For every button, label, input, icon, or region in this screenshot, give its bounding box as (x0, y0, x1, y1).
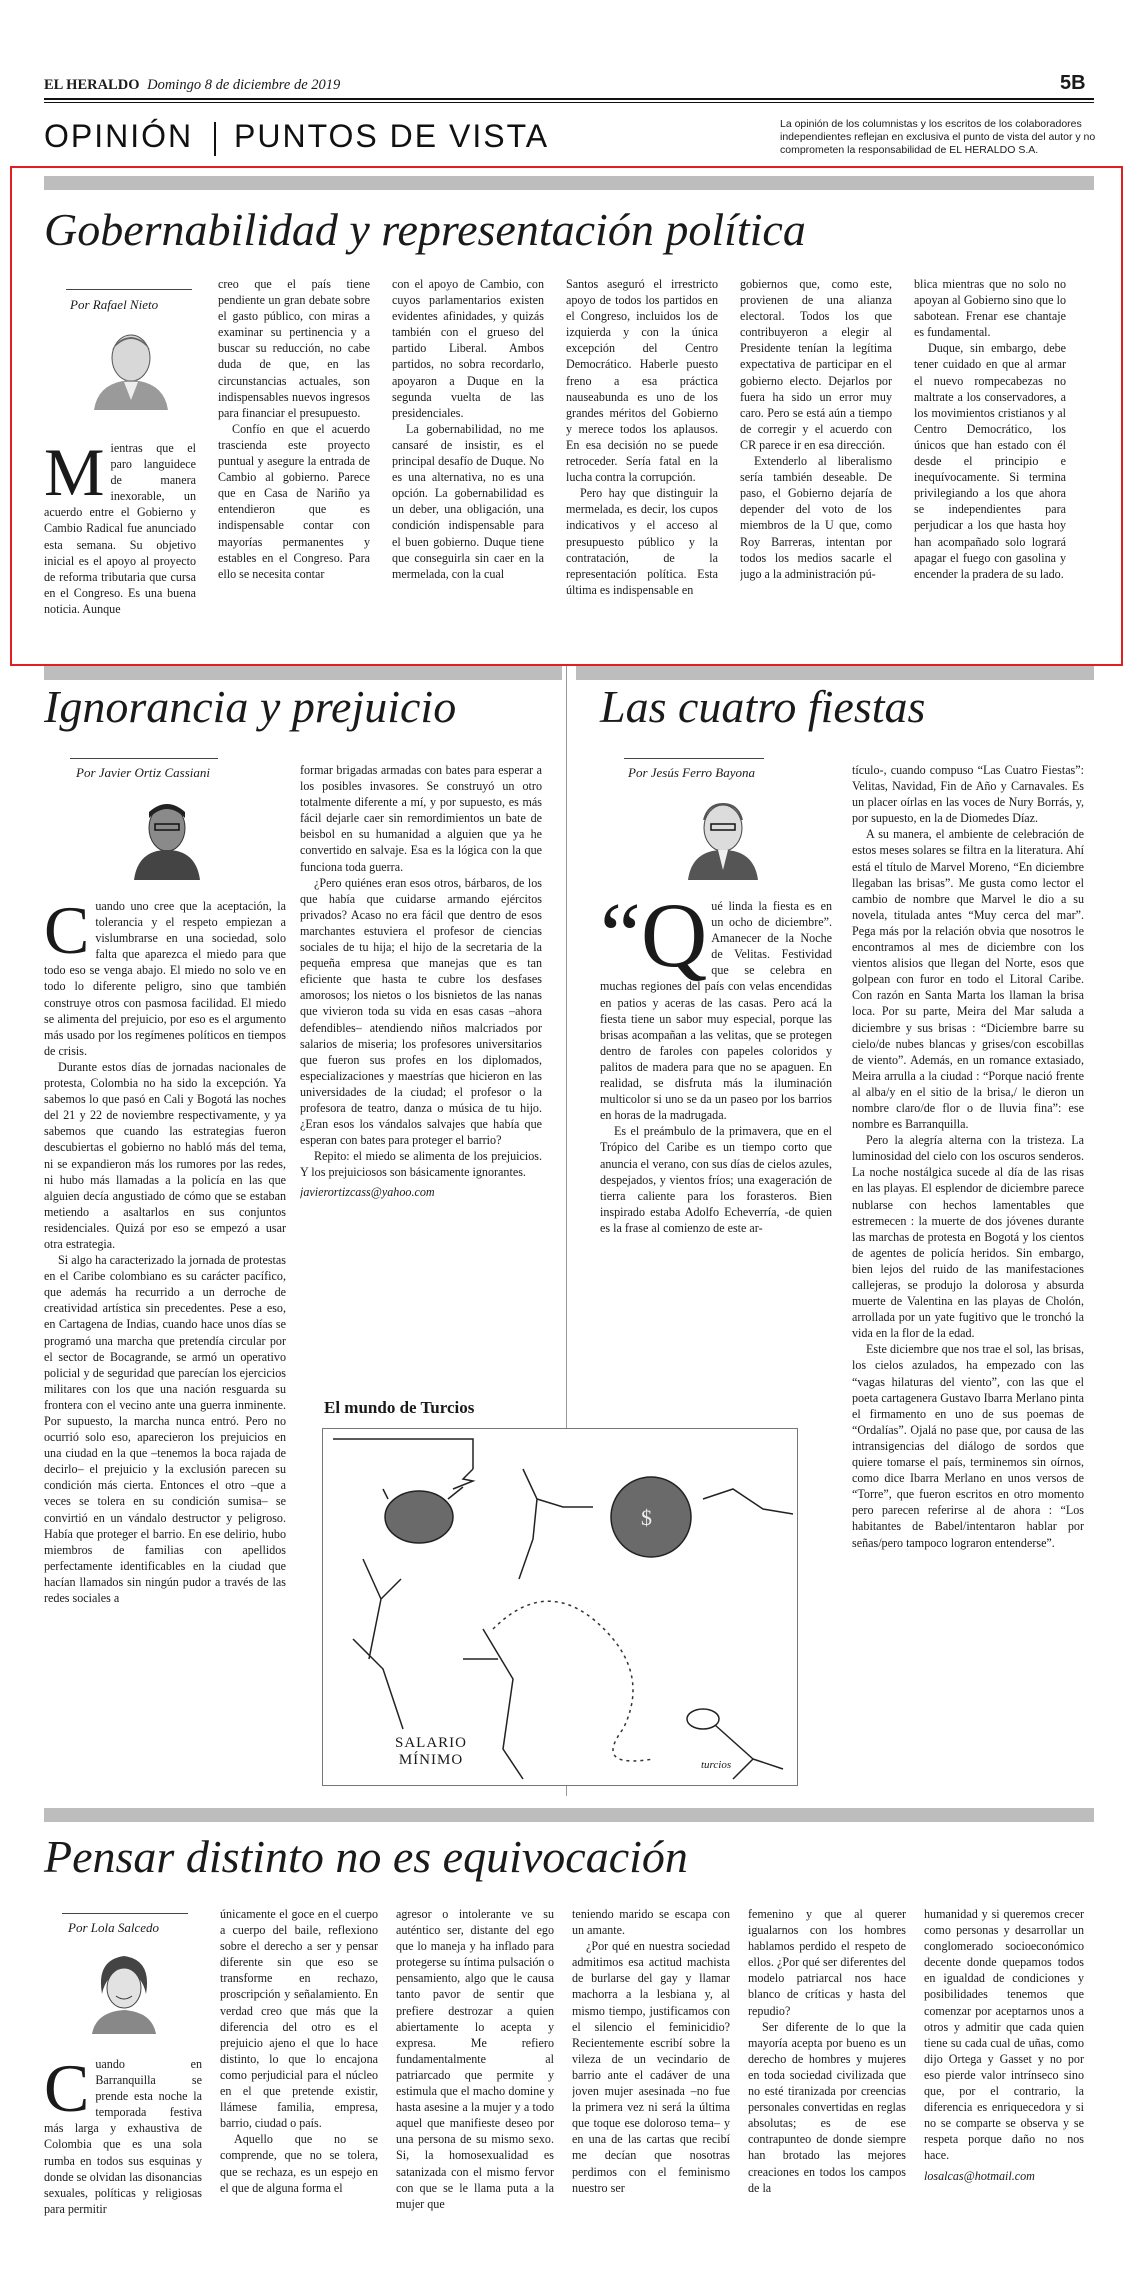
section-title-right: PUNTOS DE VISTA (234, 118, 550, 154)
quote-cap: “Q (600, 898, 708, 986)
paragraph: Si algo ha caracterizado la jornada de protestas en el Caribe colombiano es su carácter pacífico, que además ha recurrido a un derroche de creatividad artística sin precedentes. Pese a eso, en Cartagena de Indias, cuando hace unos días se programó una marcha que pretendía circular por el sector de Bocagrande, se armó un operativo policial y de seguridad que parecían los ejercicios militares con los que una nación resguarda su frontera con el vecino ante una guerra inminente. Por supuesto, la marcha nunca entró. Pero no ocurrió solo eso, aparecieron los prejuicios en una ciudad en la que –tenemos la boca rajada de decirlo– el prejuicio y la exclusión parecen su condición más cierta. Entonces el otro –que a veces se tolera en su condición sumisa– se convirtió en un vándalo destructor y peligroso. Había que proteger el barrio. En ese delirio, hubo miembros de familias con apellidos perfectamente identificables en la ciudad que hacían llamados sin ningún pudor a través de las redes sociales a (44, 1253, 286, 1606)
byline-rule (70, 758, 218, 759)
paragraph: ¿Pero quiénes eran esos otros, bárbaros, de los que había que cuidarse armando ejércitos privados? Acaso no era fácil que dentro de esos marchantes estuviera el profesor de ciencias sociales de tu hija; el hijo de la secretaria de la pequeña empresa que manejas que es tan eficiente que hasta te cubre los desfases amorosos; los nietos o los bisnietos de las nanas que vivieron toda su vida en esas casas –ahora defendibles– atendiendo niños malcriados por salarios de miseria; los profesores universitarios que fueron sus profes en los diplomados, especializaciones y maestrías que hicieron en las universidades de la ciudad; el profesor o la profesora de teatro, danza o música de tu hijo. ¿Eran esos los vándalos salvajes que había que esperan con bates para proteger el barrio? (300, 875, 542, 1148)
headline-article4: Pensar distinto no es equivocación (44, 1831, 688, 1882)
paragraph: únicamente el goce en el cuerpo a cuerpo del baile, reflexiono sobre el derecho a ser y pensar diferente sin que eso se transforme en rechazo, proscripción y señalamiento. En verdad creo que más que la diferencia del otro es el prejuicio ajeno el que lo hace distinto, lo que lo encajona como perjudicial para el núcleo en el que pretende existir, llámese familia, empresa, barrio, ciudad o país. (220, 1907, 378, 2131)
svg-text:$: $ (641, 1505, 652, 1530)
paragraph: Santos aseguró el irrestricto apoyo de todos los partidos en el Congreso, incluidos los de izquierda y con la única excepción del Centro Democrático. Haberle puesto freno a esa práctica nauseabunda es uno de los grandes méritos del Gobierno y merece todos los aplausos. En esa decisión no se puede retroceder. Sería fatal en la lucha contra la corrupción. (566, 277, 718, 485)
masthead (44, 77, 340, 94)
drop-cap: M (44, 440, 105, 510)
disclaimer: La opinión de los columnistas y los escritos de los colaboradores independientes reflejan en exclusiva el punto de vista del autor y no comprometen la responsabilidad de EL HERALDO S.A. (780, 118, 1096, 156)
paragraph: Este diciembre que nos trae el sol, las brisas, los cielos azulados, ha empezado con las “vagas hilaturas del viento”, con las que el poeta cartagenera Gustavo Ibarra Merlano pinta el firmamento en uno de sus poemas de “Ordalías”. Ojalá no pase que, por causa de las intransigencias del diálogo de sordos que quiere tomarse el país, terminemos sin oírnos, como dice Ibarra Merlano en unos versos de “Torre”, que fueron escritos en otro momento pero parecen referirse al de ahora : “Los habitantes de Babel/intentaron hablar por señas/pero tampoco lograron entenderse”. (852, 1342, 1084, 1550)
byline-rule (62, 1913, 188, 1914)
paragraph: tículo-, cuando compuso “Las Cuatro Fiestas”: Velitas, Navidad, Fin de Año y Carnavales. Es un placer oírlas en las voces de Nury Borrás, y, por supuesto, en la de Diomedes Díaz. (852, 763, 1084, 826)
paragraph: Pero la alegría alterna con la tristeza. La luminosidad del cielo con los oscuros senderos. La noche nostálgica sucede al día de las risas en las playas. El esplendor de diciembre parece nublarse con hechos lamentables que estremecen : la muerte de dos jóvenes durante las marchas de protesta en Bogotá y los cientos de agentes de policía heridos. Sin embargo, bien lejos del ruido de las manifestaciones callejeras, se produjo la dolorosa y absurda muerte de Valentina en las playas de Cholón, arrollada por un yate fugitivo que le tronchó la vida en la flor de la edad. (852, 1133, 1084, 1341)
paragraph: Es el preámbulo de la primavera, que en el Trópico del Caribe es un tiempo corto que anuncia el verano, con sus días de cielos azules, despejados, y vientos fríos; una exageración de tierra caliente para los forasteros. Bien inspirado estaba Adolfo Echeverría, -de quien es la frase al comienzo de este ar- (600, 1124, 832, 1235)
paragraph: uando uno cree que la aceptación, la tolerancia y el respeto empiezan a vislumbrarse en una sociedad, solo falta que aparezca el miedo para que todo eso se venga abajo. El miedo no solo ve en todo lo diferente peligro, sino que también construye otros con pasmosa facilidad. El miedo se alimenta del prejuicio, por eso es el argumento más usado por los regímenes políticos en tiempos de crisis. (44, 899, 286, 1058)
paragraph: gobiernos que, como este, provienen de una alianza electoral. Todos los que contribuyeron a elegir al Presidente tenían la legítima expectativa de participar en el gobierno electo. Dejarlos por fuera ha sido un error muy caro. Pero se está aún a tiempo de corregir y el acuerdo con CR parece ir en esa dirección. (740, 277, 892, 452)
paragraph: Ser diferente de lo que la mayoría acepta por bueno es un derecho de hombres y mujeres en toda sociedad civilizada que no esté tiranizada por creencias personales convertidas en reglas absolutas; es de ese contrapunteo de donde siempre han brotado las mejores creaciones en todos los campos de la (748, 2019, 906, 2195)
author-photo-ferro (680, 790, 766, 880)
byline-article2: Por Javier Ortiz Cassiani (76, 765, 210, 780)
headline-article1: Gobernabilidad y representación política (44, 204, 806, 255)
paragraph: A su manera, el ambiente de celebración de estos meses solares se filtra en la literatura. Ahí está el título de Marvel Moreno, “En diciembre llegaban las brisas”. Me gusta como lector el cambio de nombre que Marvel le dio a su novela, titulada antes “Muy cerca del mar”. Pega más por la relación obvia que nosotros le encontramos al mes de diciembre con los vientos alisios que llegan del Norte, esos que golpean con furor en todo el Litoral Caribe. Con razón en Santa Marta los llaman la brisa loca. Por su parte, Meira del Mar saluda a diciembre y sus brisas : “Diciembre barre su cielo/de nubes blancas y grises/con escobillas de viento”. Además, en un romance extasiado, Meira arrulla a la ciudad : “Porque nació frente al alba/y en el sitio de la brisa,/ le dieron un nombre claro/de flor o de lluvia fina”: ese nombre es Barranquilla. (852, 827, 1084, 1132)
paragraph: Duque, sin embargo, debe tener cuidado en que al armar el nuevo rompecabezas no maltrate a los conservadores, a los movimientos cristianos y al Centro Democrático, los únicos que han estado con él desde el principio e inequívocamente. Si termina privilegiando a los que ahora se independientes para perjudicar a los que hasta hoy han acompañado solo logrará apagar el fuego con gasolina y encender la pradera de su lado. (914, 341, 1066, 581)
article3-col1 (600, 898, 832, 1796)
author-email[interactable]: losalcas@hotmail.com (924, 2168, 1035, 2183)
drop-cap: C (44, 2056, 90, 2126)
caption-line: SALARIO (395, 1735, 468, 1751)
masthead-rule (44, 98, 1094, 100)
author-email[interactable]: javierortizcass@yahoo.com (300, 1185, 435, 1200)
article4-col6 (924, 1906, 1084, 2288)
drop-cap: C (44, 898, 90, 968)
issue-date: Domingo 8 de diciembre de 2019 (147, 77, 341, 93)
byline-rule (624, 758, 764, 759)
article3-col2 (852, 762, 1084, 1796)
article2-col1 (44, 898, 286, 1796)
cartoon-caption (395, 1735, 467, 1769)
article4-col1 (44, 2056, 202, 2288)
paragraph: ientras que el paro languidece de manera inexorable, un acuerdo entre el Gobierno y Cambio Radical fue anunciado esta semana. Su objetivo inicial es el apoyo al proyecto de reforma tributaria que cursa en el Congreso. Es una buena noticia. Aunque (44, 441, 196, 616)
byline-article3: Por Jesús Ferro Bayona (628, 765, 755, 780)
paragraph: humanidad y si queremos crecer como personas y desarrollar un conglomerado socioeconómico decente donde quepamos todos en igualdad de condiciones y posibilidades tenemos que comenzar por aceptarnos unos a otros y admitir que cada quien tiene su cada cual de uñas, como dijo Ortega y Gasset y no por eso pierde valor intrínseco sino que, por el contrario, la diferencia es enriquecedora y si no se comparte se observa y se respeta porque daño no nos hace. (924, 1907, 1084, 2163)
author-photo-ortiz (126, 790, 208, 880)
paragraph: blica mientras que no solo no apoyan al Gobierno sino que lo sabotean. Frenar ese chantaje es fundamental. (914, 277, 1066, 340)
caption-line: MÍNIMO (398, 1752, 464, 1768)
paragraph: ué linda la fiesta es en un ocho de diciembre”. Amanecer de la Noche de Velitas. Festividad que se celebra en muchas regiones del país con velas encendidas en patios y aceras de las casas. Pero acá la fiesta tiene un sabor muy especial, porque las brisas acompañan a las velitas, que se protegen dentro de faroles con papeles coloridos y palitos de madera para que no se apaguen. En realidad, se disfruta más la iluminación multicolor si uno se da un paseo por los barrios en horas de la madrugada. (600, 899, 832, 1123)
paragraph: Confío en que el acuerdo trascienda este proyecto puntual y asegure la entrada de Cambio al gobierno. Parece que en Casa de Nariño ya entendieron que es indispensable contar con mayorías permanentes y estables en el Congreso. Para ello se necesita contar (218, 421, 370, 581)
paragraph: agresor o intolerante ve su auténtico ser, distante del ego que lo maneja y ha inflado para protegerse su íntima pulsación o pensamiento, algo que le causa tanto pavor de sentir que prefiere destrozar a quien abiertamente lo acepta y expresa. Me refiero fundamentalmente al patriarcado que permite y estimula que el macho domine y hasta asesine a la mujer y a todo aquel que manifieste deseo por una persona de su mismo sexo. Si, la homosexualidad es satanizada con el mismo fervor con que se le llama puta a la mujer que (396, 1907, 554, 2211)
paragraph: Durante estos días de jornadas nacionales de protesta, Colombia no ha sido la excepción. Ya sabemos lo que pasó en Cali y Bogotá las noches del 21 y 22 de noviembre respectivamente, y ya sabemos que cuando las estrategias fueron descubiertas el gobierno no habló más del tema, ni se expandieron más los rumores por las redes, ni hubo más llamadas a la policía en las que alguien decía angustiado de cómo que se estaban metiendo a asaltarlos en sus conjuntos residenciales. Quizá por eso se empezó a usar otra estrategia. (44, 1059, 286, 1251)
byline-article1: Por Rafael Nieto (70, 297, 159, 312)
author-photo-salcedo (82, 1944, 166, 2034)
gray-bar (44, 1808, 1094, 1822)
paragraph: Pero hay que distinguir la mermelada, es decir, los cupos indicativos y el acceso al presupuesto público y la contratación, de la representación política. Esta última es indispensable en (566, 486, 718, 597)
highlight-box (10, 166, 1123, 666)
section-separator (214, 122, 216, 156)
article4-col2 (220, 1906, 378, 2288)
gray-bar-right (576, 666, 1094, 680)
paragraph: Repito: el miedo se alimenta de los prejuicios. Y los prejuiciosos son básicamente ignorantes. (300, 1149, 542, 1180)
article4-col3 (396, 1906, 554, 2288)
paragraph: Extenderlo al liberalismo sería también deseable. De paso, el Gobierno dejaría de depender del voto de los miembros de la U que, como Roy Barreras, intentan por todos los medios sacarle el jugo a la administración pú- (740, 454, 892, 581)
article4-col4 (572, 1906, 730, 2288)
headline-article2: Ignorancia y prejuicio (44, 681, 457, 732)
section-title-left: OPINIÓN (44, 118, 194, 154)
paragraph: ¿Por qué en nuestra sociedad admitimos esa actitud machista de burlarse del gay y llamar machorra a la lesbiana y, al mismo tiempo, justificamos con el silencio el feminicidio? Recientemente escribí sobre la vileza de un vecindario de barrio ante el cadáver de una joven mujer asesinada –no fue la primera vez ni será la última que toque ese doloroso tema– y en una de las cartas que recibí me decían que nosotras perdimos con el feminismo nuestro ser (572, 1939, 730, 2195)
gray-bar-left (44, 666, 562, 680)
byline-article4: Por Lola Salcedo (68, 1920, 159, 1935)
cartoon-title: El mundo de Turcios (324, 1398, 475, 1417)
paragraph: teniendo marido se escapa con un amante. (572, 1907, 730, 1938)
paragraph: Aquello que no se comprende, que no se tolera, que se rechaza, es un espejo en el que de alguna forma el (220, 2132, 378, 2195)
masthead-rule-thin (44, 102, 1094, 103)
article4-col5 (748, 1906, 906, 2288)
paragraph: uando en Barranquilla se prende esta noche la temporada festiva más larga y exhaustiva de Colombia que es una sola rumba en todos sus esquinas y donde se olvidan las disonancias sexuales, políticas y religiosas para permitir (44, 2057, 202, 2216)
page-number: 5B (1060, 72, 1086, 94)
paragraph: femenino y que al querer igualarnos con los hombres hablamos perdido el respeto de ellos. ¿Por qué ser diferentes del modelo patriarcal nos hace blanco de críticas y hasta del repudio? (748, 1907, 906, 2018)
headline-article3: Las cuatro fiestas (600, 681, 926, 732)
cartoon-signature: turcios (701, 1759, 732, 1771)
article2-col2 (300, 762, 542, 1266)
paragraph: formar brigadas armadas con bates para esperar a los posibles invasores. Se construyó un otro totalmente diferente a mí, y por supuesto, es más fácil dejarle caer sin remordimientos un bate de beisbol en su humanidad a alguien que ya he convertido en salvaje. Esa es la lógica con la que funciona toda guerra. (300, 763, 542, 874)
paragraph: con el apoyo de Cambio, con cuyos parlamentarios existen evidentes afinidades, y quizás también con el grueso del partido Liberal. Ambos partidos, no sobra recordarlo, apoyaron a Duque en la segunda vuelta de las presidenciales. (392, 277, 544, 420)
paragraph: creo que el país tiene pendiente un gran debate sobre el gasto público, con miras a examinar su pertinencia y a buscar su reducción, no cabe duda de que, en las circunstancias actuales, son indispensables nuevos ingresos para financiar el presupuesto. (218, 277, 370, 420)
paragraph: La gobernabilidad, no me cansaré de insistir, es el principal desafío de Duque. No es una alternativa, no es una opción. La gobernabilidad es un deber, una obligación, una condición indispensable para el buen gobierno. Duque tiene que conseguirla sin caer en la mermelada, con la cual (392, 421, 544, 581)
paper-name: EL HERALDO (44, 77, 140, 93)
